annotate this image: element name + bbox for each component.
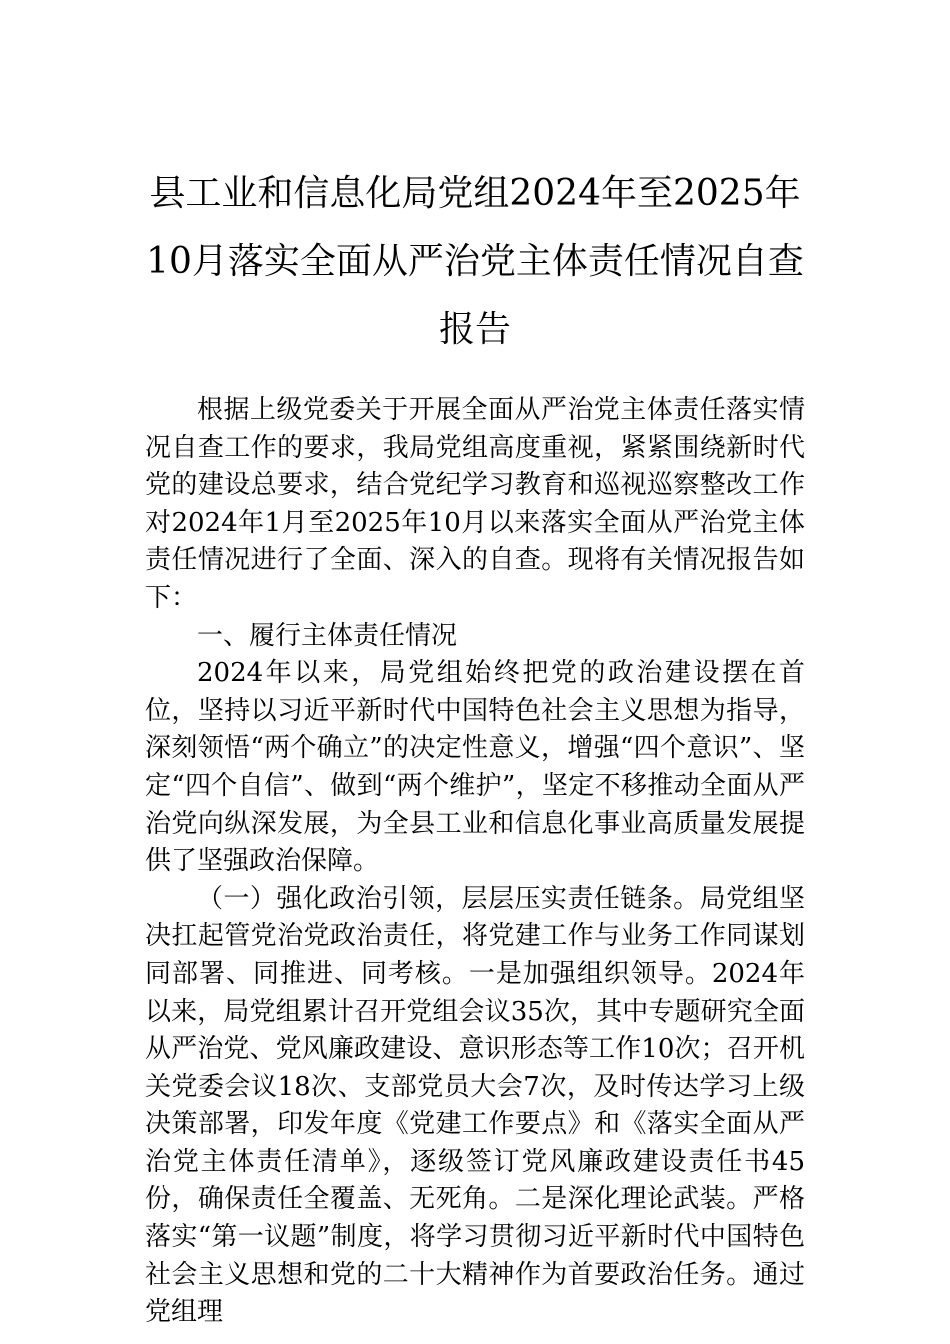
title-line-2: 10月落实全面从严治党主体责任情况自查 [146, 241, 804, 282]
document-title [120, 160, 830, 364]
section-heading: 一、履行主体责任情况 [197, 620, 458, 651]
subsection-paragraph: （一）强化政治引领，层层压实责任链条。局党组坚决扛起管党治党政治责任，将党建工作与业务工作同谋划同部署、同推进、同考核。一是加强组织领导。2024年以来，局党组累计召开党组会议35次，其中专题研究全面从严治党、党风廉政建设、意识形态等工作10次；召开机关党委会议18次、支部党员大会7次，及时传达学习上级决策部署，印发年度《党建工作要点》和《落实全面从严治党主体责任清单》，逐级签订党风廉政建设责任书45份，确保责任全覆盖、无死角。二是深化理论武装。严格落实“第一议题”制度，将学习贯彻习近平新时代中国特色社会主义思想和党的二十大精神作为首要政治任务。通过党组理 [145, 883, 805, 1328]
title-line-1: 县工业和信息化局党组2024年至2025年 [149, 173, 801, 214]
section-paragraph: 2024年以来，局党组始终把党的政治建设摆在首位，坚持以习近平新时代中国特色社会主义思想为指导，深刻领悟“两个确立”的决定性意义，增强“四个意识”、坚定“四个自信”、做到“两个维护”，坚定不移推动全面从严治党向纵深发展，为全县工业和信息化事业高质量发展提供了坚强政治保障。 [145, 658, 805, 877]
document-body [145, 392, 805, 1332]
intro-paragraph: 根据上级党委关于开展全面从严治党主体责任落实情况自查工作的要求，我局党组高度重视，紧紧围绕新时代党的建设总要求，结合党纪学习教育和巡视巡察整改工作对2024年1月至2025年10月以来落实全面从严治党主体责任情况进行了全面、深入的自查。现将有关情况报告如下： [145, 395, 805, 613]
title-line-3: 报告 [438, 309, 511, 350]
